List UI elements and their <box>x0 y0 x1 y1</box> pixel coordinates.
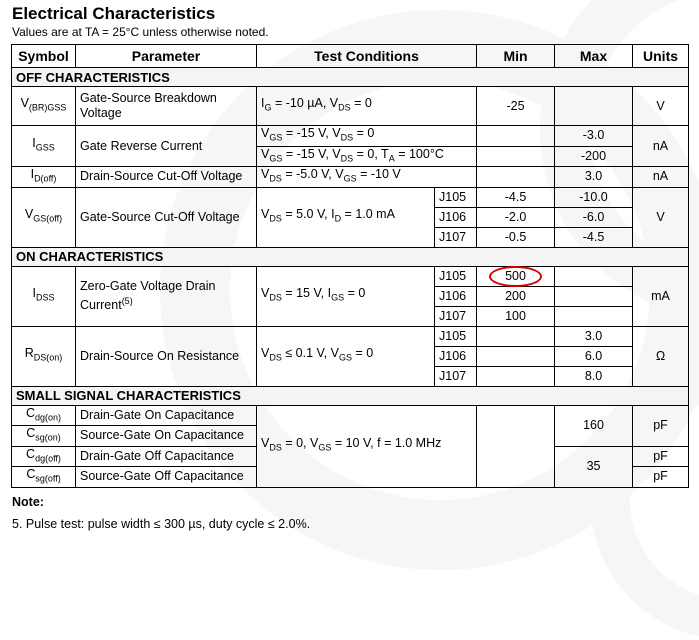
min-cell <box>477 167 555 188</box>
symbol-cell: $I_{D(off)}$ <box>12 167 76 188</box>
symbol-cell: $V_{(BR)GSS}$ <box>12 87 76 126</box>
min-cell <box>477 366 555 386</box>
device-cell: J105 <box>435 187 477 207</box>
symbol-cell: $C_{dg(off)}$ <box>12 446 76 467</box>
max-cell: 3.0 <box>555 167 633 188</box>
min-cell: 200 <box>477 286 555 306</box>
section-row <box>12 386 689 405</box>
device-cell: J106 <box>435 207 477 227</box>
max-cell <box>555 266 633 286</box>
header-min: Min <box>477 45 555 68</box>
units-cell: pF <box>633 405 689 446</box>
device-cell: J105 <box>435 326 477 346</box>
units-cell: pF <box>633 467 689 488</box>
test-cell: $V_{DS} = -5.0$ V, $V_{GS} = -10$ V <box>257 167 477 188</box>
header-parameter: Parameter <box>76 45 257 68</box>
device-cell: J107 <box>435 306 477 326</box>
table-row <box>12 326 689 346</box>
units-cell: V <box>633 187 689 247</box>
test-cell: $V_{GS} = -15$ V, $V_{DS} = 0$ <box>257 126 477 147</box>
symbol-cell: $C_{sg(off)}$ <box>12 467 76 488</box>
max-cell: -10.0 <box>555 187 633 207</box>
section-row <box>12 68 689 87</box>
param-cell: Source-Gate On Capacitance <box>76 426 257 447</box>
test-cell: $V_{DS} \le 0.1$ V, $V_{GS} = 0$ <box>257 326 435 386</box>
min-cell <box>477 266 555 286</box>
symbol-cell: $C_{sg(on)}$ <box>12 426 76 447</box>
max-cell: 160 <box>555 405 633 446</box>
param-cell: Gate Reverse Current <box>76 126 257 167</box>
units-cell: Ω <box>633 326 689 386</box>
header-test-conditions: Test Conditions <box>257 45 477 68</box>
header-row <box>12 45 689 68</box>
header-symbol: Symbol <box>12 45 76 68</box>
symbol-cell: $C_{dg(on)}$ <box>12 405 76 426</box>
units-cell: pF <box>633 446 689 467</box>
max-cell: -4.5 <box>555 227 633 247</box>
electrical-characteristics-table <box>11 44 689 488</box>
param-cell: Gate-Source Breakdown Voltage <box>76 87 257 126</box>
param-cell: Source-Gate Off Capacitance <box>76 467 257 488</box>
section-off: OFF CHARACTERISTICS <box>12 68 689 87</box>
max-cell: 3.0 <box>555 326 633 346</box>
note-title: Note: <box>12 495 44 509</box>
min-cell: -4.5 <box>477 187 555 207</box>
units-cell: mA <box>633 266 689 326</box>
max-cell: -6.0 <box>555 207 633 227</box>
min-cell <box>477 146 555 167</box>
max-cell <box>555 286 633 306</box>
device-cell: J105 <box>435 266 477 286</box>
device-cell: J106 <box>435 346 477 366</box>
subtitle: Values are at TA = 25°C unless otherwise noted. <box>12 25 269 39</box>
table-row <box>12 266 689 286</box>
table-row <box>12 167 689 188</box>
param-cell: Gate-Source Cut-Off Voltage <box>76 187 257 247</box>
table-row <box>12 405 689 426</box>
header-max: Max <box>555 45 633 68</box>
table-row <box>12 87 689 126</box>
max-cell: 8.0 <box>555 366 633 386</box>
max-cell: -200 <box>555 146 633 167</box>
device-cell: J107 <box>435 227 477 247</box>
min-cell <box>477 346 555 366</box>
symbol-cell: $I_{GSS}$ <box>12 126 76 167</box>
param-cell: Zero-Gate Voltage Drain Current$^{(5)}$ <box>76 266 257 326</box>
max-cell: 35 <box>555 446 633 487</box>
table-row <box>12 187 689 207</box>
max-cell: -3.0 <box>555 126 633 147</box>
max-cell <box>555 87 633 126</box>
test-cell: $I_G = -10$ µA, $V_{DS} = 0$ <box>257 87 477 126</box>
table-row <box>12 126 689 147</box>
section-small-signal: SMALL SIGNAL CHARACTERISTICS <box>12 386 689 405</box>
test-cell: $V_{GS} = -15$ V, $V_{DS} = 0$, $T_A = 100^\circ C$ <box>257 146 477 167</box>
symbol-cell: $V_{GS(off)}$ <box>12 187 76 247</box>
section-on: ON CHARACTERISTICS <box>12 247 689 266</box>
units-cell: nA <box>633 126 689 167</box>
param-cell: Drain-Source Cut-Off Voltage <box>76 167 257 188</box>
min-cell <box>477 405 555 487</box>
min-cell: -0.5 <box>477 227 555 247</box>
min-cell: 100 <box>477 306 555 326</box>
header-units: Units <box>633 45 689 68</box>
units-cell: V <box>633 87 689 126</box>
max-cell <box>555 306 633 326</box>
symbol-cell: $R_{DS(on)}$ <box>12 326 76 386</box>
device-cell: J106 <box>435 286 477 306</box>
param-cell: Drain-Source On Resistance <box>76 326 257 386</box>
min-cell: -25 <box>477 87 555 126</box>
param-cell: Drain-Gate On Capacitance <box>76 405 257 426</box>
page-title: Electrical Characteristics <box>12 4 216 23</box>
symbol-cell: $I_{DSS}$ <box>12 266 76 326</box>
device-cell: J107 <box>435 366 477 386</box>
test-cell: $V_{DS} = 15$ V, $I_{GS} = 0$ <box>257 266 435 326</box>
units-cell: nA <box>633 167 689 188</box>
footnote: 5. Pulse test: pulse width ≤ 300 µs, duty cycle ≤ 2.0%. <box>12 517 311 531</box>
highlight-circle: 500 <box>489 266 542 287</box>
test-cell: $V_{DS} = 0$, $V_{GS} = 10$ V, f = 1.0 MHz <box>257 405 477 487</box>
param-cell: Drain-Gate Off Capacitance <box>76 446 257 467</box>
test-cell: $V_{DS} = 5.0$ V, $I_D = 1.0$ mA <box>257 187 435 247</box>
min-cell <box>477 126 555 147</box>
max-cell: 6.0 <box>555 346 633 366</box>
min-cell: -2.0 <box>477 207 555 227</box>
min-cell <box>477 326 555 346</box>
section-row <box>12 247 689 266</box>
